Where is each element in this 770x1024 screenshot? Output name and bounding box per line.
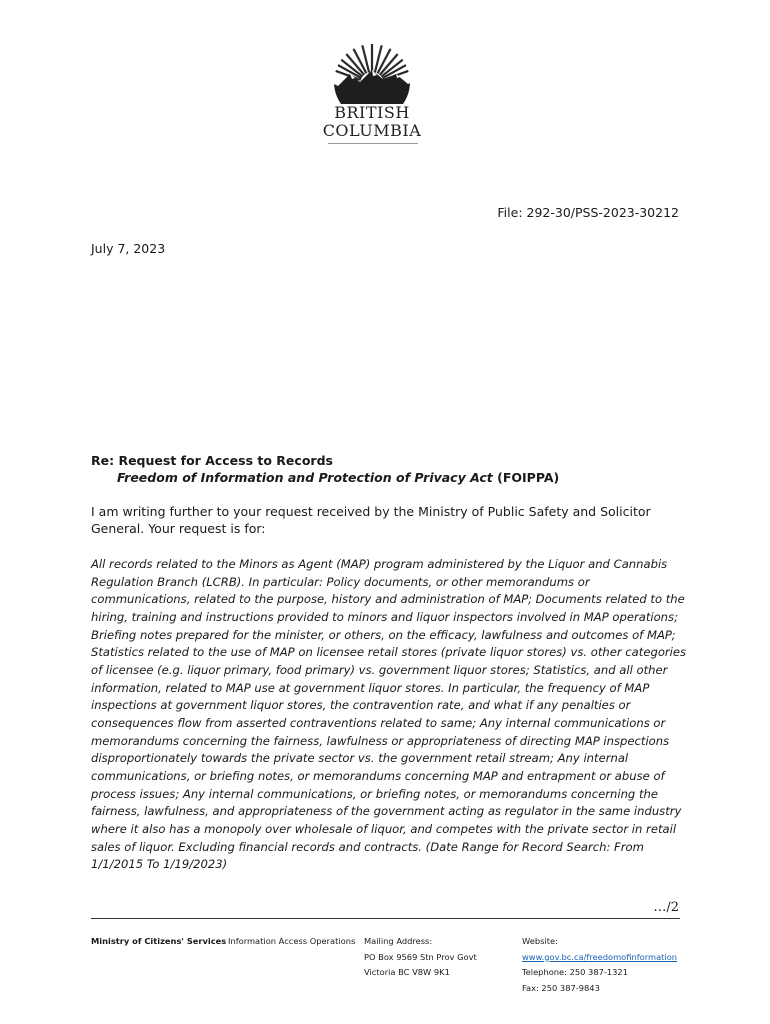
footer-office: Information Access Operations [228, 936, 356, 946]
logo-text-columbia: COLUMBIA [322, 121, 422, 140]
subject-line: Re: Request for Access to Records [91, 453, 333, 468]
mailing-line-2: Victoria BC V8W 9K1 [364, 967, 450, 978]
logo-text-british: BRITISH [334, 103, 410, 122]
letter-date: July 7, 2023 [91, 241, 166, 256]
page-continuation: …/2 [653, 900, 679, 915]
file-reference: File: 292-30/PSS-2023-30212 [497, 205, 679, 220]
act-abbreviation: (FOIPPA) [497, 470, 560, 485]
footer-mailing-address [364, 934, 477, 981]
logo-underline [328, 143, 418, 144]
website-link[interactable]: www.gov.bc.ca/freedomofinformation [522, 951, 678, 962]
intro-paragraph: I am writing further to your request received by the Ministry of Public Safety and Solicitor General. Your request is for: [91, 504, 651, 536]
fax: Fax: 250 387-9843 [522, 982, 600, 993]
footer-ministry: Ministry of Citizens' Services [91, 936, 227, 946]
mailing-label: Mailing Address: [364, 936, 433, 946]
bc-logo [312, 44, 432, 148]
telephone: Telephone: 250 387-1321 [522, 967, 628, 978]
bc-sun-mountains-icon [312, 44, 432, 104]
footer-divider [91, 918, 680, 919]
mailing-line-1: PO Box 9569 Stn Prov Govt [364, 951, 477, 962]
act-name: Freedom of Information and Protection of Privacy Act [117, 470, 493, 485]
subject-act [117, 469, 559, 486]
request-text: All records related to the Minors as Agent (MAP) program administered by the Liquor and Cannabis Regulation Branch (LCRB). In particular: Policy documents, or other memorandums or communications, related to the purpose, history and administration of MAP; Documents related to the hiring, training and instructions provided to minors and liquor inspectors involved in MAP operations; Briefing notes prepared for the minister, or others, on the efficacy, lawfulness and outcomes of MAP; Statistics related to the use of MAP on licensee retail stores (private liquor stores) vs. other categories of licensee (e.g. liquor primary, food primary) vs. government liquor stores; Statistics, and all other information, related to MAP use at government liquor stores. In particular, the frequency of MAP inspections at government liquor stores, the contravention rate, and what if any penalties or consequences flow from asserted contraventions related to same; Any internal communications or memorandums concerning the fairness, lawfulness or appropriateness of directing MAP inspections disproportionately towards the private sector vs. the government retail stream; Any internal communications, or briefing notes, or memorandums concerning MAP and entrapment or abuse of process issues; Any internal communications, or briefing notes, or memorandums concerning the fairness, lawfulness, and appropriateness of the government acting as regulator in the same industry where it also has a monopoly over wholesale of liquor, and competes with the private sector in retail sales of liquor. Excluding financial records and contracts. (Date Range for Record Search: From 1/1/2015 To 1/19/2023) [91, 557, 687, 872]
website-label: Website: [522, 936, 558, 946]
footer-contact [522, 934, 677, 996]
